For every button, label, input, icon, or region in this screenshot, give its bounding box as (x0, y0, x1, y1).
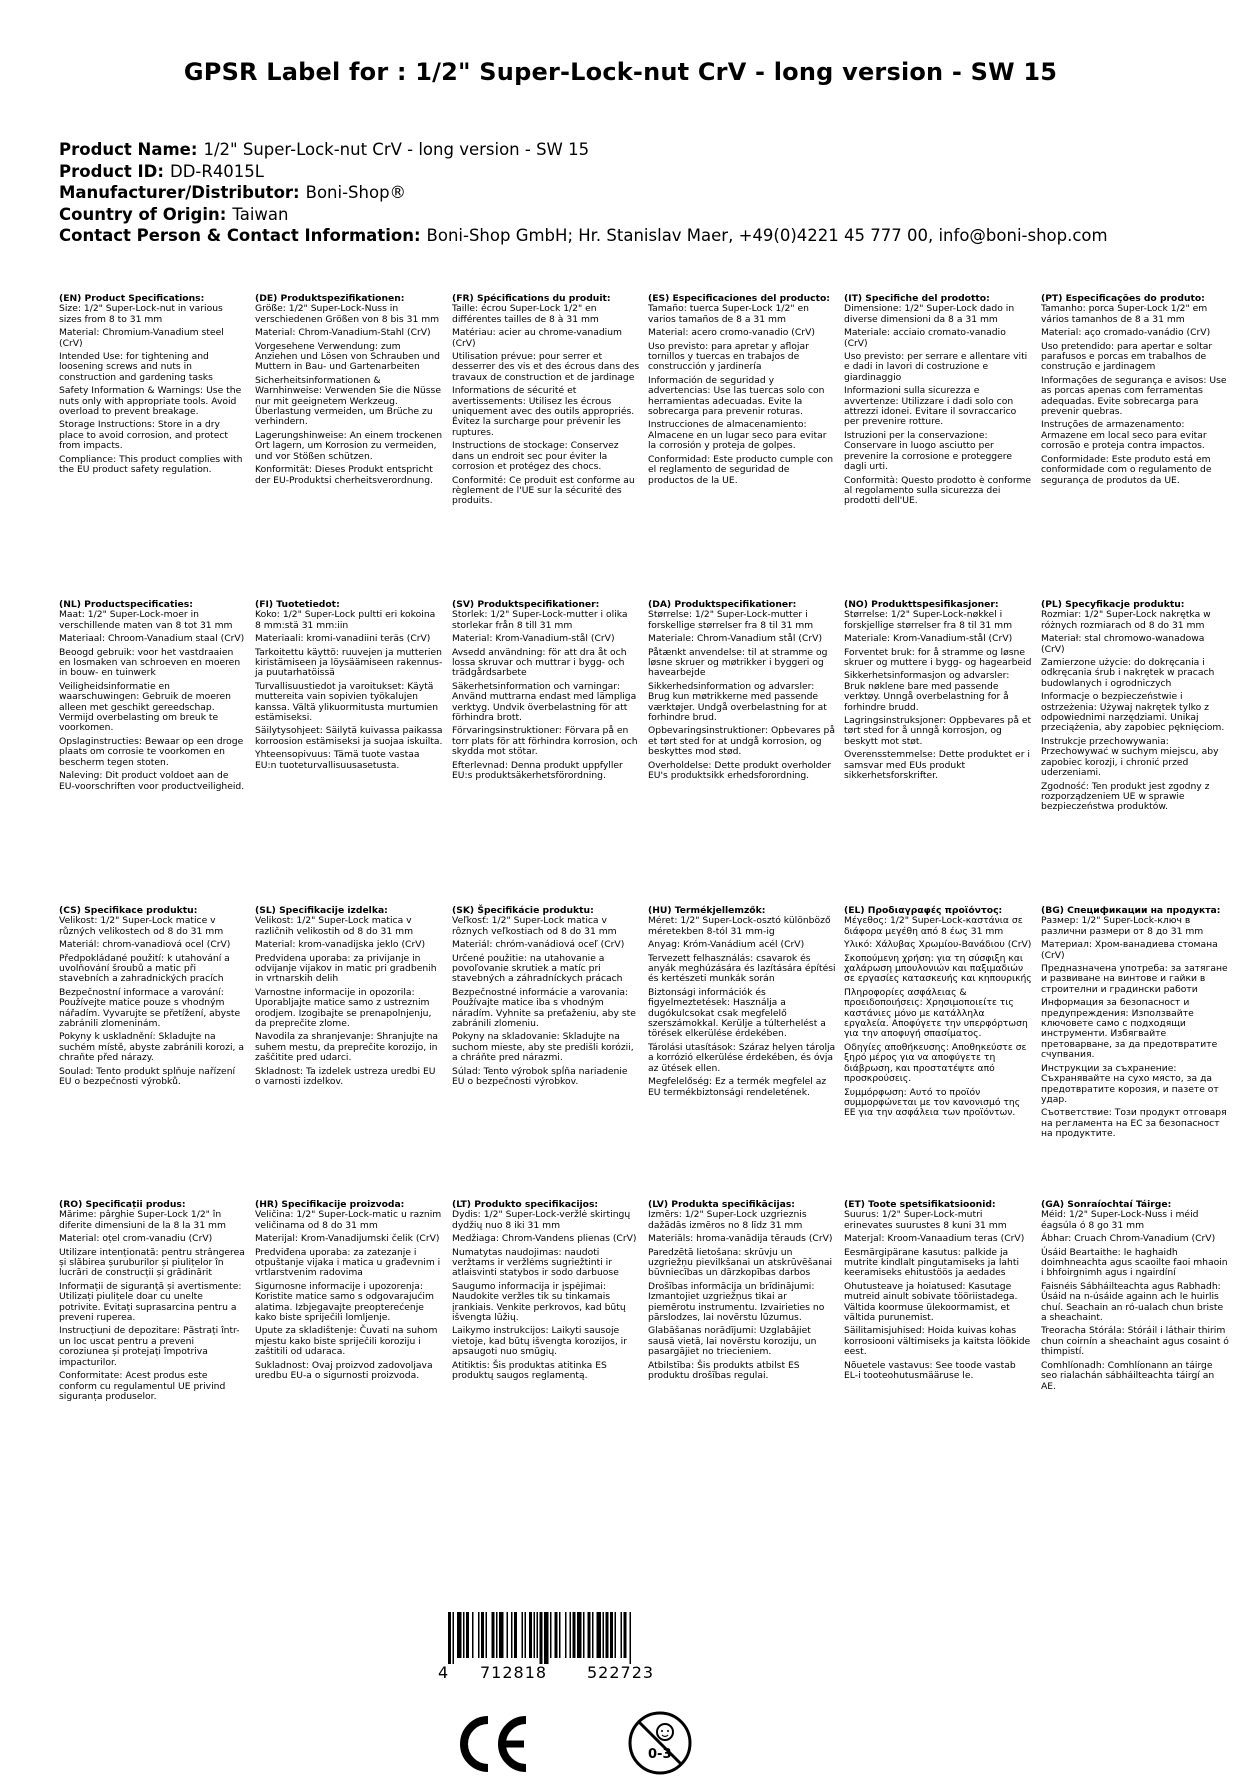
spec-line: Nõuetele vastavus: See toode vastab EL-i tooteohutusmääruse le. (844, 1359, 1016, 1382)
spec-line: Biztonsági információk és figyelmeztetések: Használja a dugókulcsokat csak megfelelő szerszámokkal. Kerülje a túlterhelést a törések elkerülése érdekében. (648, 986, 826, 1040)
spec-line: Saugumo informacija ir įspėjimai: Naudokite veržles tik su tinkamais įrankiais. Venkite perkrovos, kad būtų išvengta lūžių. (452, 1280, 626, 1324)
spec-line: Materiale: Chrom-Vanadium stål (CrV) (648, 633, 823, 645)
spec-line: Conformité: Ce produit est conforme au règlement de l'UE sur la sécurité des produits. (452, 474, 635, 507)
spec-line: Material: Chromium-Vanadium steel (CrV) (59, 327, 224, 349)
spec-line: Vorgesehene Verwendung: zum Anziehen und Lösen von Schrauben und Muttern in Bau- und Gartenarbeiten (255, 340, 440, 373)
spec-block (255, 294, 443, 489)
spec-line: Bezpečnostní informace a varování: Používejte matice pouze s vhodným nářadím. Vyvarujte se přetížení, abyste zabránili zlomeninám. (59, 986, 241, 1030)
spec-line: Soulad: Tento produkt splňuje nařízení EU o bezpečnosti výrobků. (59, 1065, 236, 1088)
spec-line: Instrukcje przechowywania: Przechowywać w suchym miejscu, aby zapobiec korozji, i chronić przed uderzeniami. (1041, 735, 1219, 779)
spec-block (59, 1200, 247, 1405)
info-product-id: Product ID: DD-R4015L (59, 161, 264, 181)
spec-block (844, 1200, 1032, 1385)
barcode-bar (621, 1612, 623, 1658)
spec-line: Určené použitie: na utahovanie a povoľovanie skrutiek a matíc pri stavebných a záhradníckych prácach (452, 952, 623, 985)
barcode-bar (522, 1612, 524, 1658)
spec-block (452, 294, 640, 510)
barcode-bar (615, 1612, 617, 1658)
spec-line: Säkerhetsinformation och varningar: Använd muttrarna endast med lämpliga verktyg. Undvik överbelastning för att förhindra brott. (452, 680, 637, 724)
info-product-name: Product Name: 1/2" Super-Lock-nut CrV - long version - SW 15 (59, 140, 590, 159)
spec-line: Materiál: chróm-vanádiová oceľ (CrV) (452, 939, 625, 951)
barcode-bar (610, 1612, 613, 1658)
barcode-bar (486, 1612, 488, 1658)
spec-block (452, 600, 640, 785)
spec-line: Информация за безопасност и предупреждения: Използвайте ключовете само с подходящи инструменти. Избягвайте претоварване, за да предотвратите счупвания. (1041, 997, 1218, 1061)
spec-block-header: (HU) Termékjellemzők: (648, 905, 766, 916)
spec-line: Predvidena uporaba: za privijanje in odvijanje vijakov in matic pri gradbenih in vrtnarskih delih (255, 952, 437, 985)
spec-line: Material: krom-vanadijska jeklo (CrV) (255, 939, 426, 951)
spec-line: Turvallisuustiedot ja varoitukset: Käytä muttereita vain sopivien työkalujen kanssa. Vältä ylikuormitusta murtumien estämiseksi. (255, 680, 439, 724)
barcode-bar (540, 1612, 543, 1664)
spec-block-header: (ET) Toote spetsifikatsioonid: (844, 1199, 996, 1210)
spec-line: Μέγεθος: 1/2" Super-Lock-καστάνια σε διάφορα μεγέθη από 8 έως 31 mm (844, 915, 1023, 937)
barcode-bar (606, 1612, 609, 1658)
spec-line: Lagringsinstruksjoner: Oppbevares på et tørt sted for å unngå korrosjon, og beskytt mot støt. (844, 715, 1032, 747)
barcode-bar (537, 1612, 539, 1658)
barcode-bar (492, 1612, 495, 1658)
spec-line: Informations de sécurité et avertissements: Utilisez les écrous uniquement avec des outils appropriés. Évitez la surcharge pour prévenir les ruptures. (452, 385, 635, 438)
spec-block (1041, 294, 1229, 489)
barcode-bar (565, 1612, 567, 1658)
spec-line: Materiaali: kromi-vanadiini teräs (CrV) (255, 633, 431, 645)
spec-line: Upute za skladištenje: Čuvati na suhom mjestu kako biste spriječili koroziju i zaštitili od udaraca. (255, 1325, 438, 1358)
spec-block-header: (NL) Productspecificaties: (59, 599, 193, 610)
spec-block-header: (BG) Спецификации на продукта: (1041, 905, 1221, 916)
spec-line: Veľkosť: 1/2" Super-Lock matica v rôznych veľkostiach od 8 do 31 mm (452, 915, 617, 937)
barcode-bar (511, 1612, 513, 1658)
spec-block-header: (DE) Produktspezifikationen: (255, 293, 405, 304)
spec-line: Съответствие: Този продукт отговаря на регламента на ЕС за безопасност на продуктите. (1041, 1107, 1227, 1140)
spec-line: Οδηγίες αποθήκευσης: Αποθηκεύστε σε ξηρό μέρος για να αποφύγετε τη διάβρωση, και προστατέψτε από προσκρούσεις. (844, 1041, 1027, 1085)
spec-block (1041, 600, 1229, 816)
spec-line: Faisnéis Sábháilteachta agus Rabhadh: Úsáid na n-úsáide againn ach le huirlis chuí. Seachain an ró-ualach chun briste a sheachaint. (1041, 1280, 1224, 1324)
spec-block-header: (RO) Specificații produs: (59, 1199, 186, 1210)
barcode-bar (481, 1612, 484, 1658)
spec-line: Veličina: 1/2" Super-Lock-matic u raznim veličinama od 8 do 31 mm (255, 1209, 442, 1231)
spec-line: Størrelse: 1/2" Super-Lock-nøkkel i forskjellige størrelser fra 8 til 31 mm (844, 609, 1013, 631)
spec-block-header: (SV) Produktspecifikationer: (452, 599, 600, 610)
spec-line: Drošības informācija un brīdinājumi: Izmantojiet uzgriežņus tikai ar piemērotu instrumentu. Izvairieties no pārslodzes, lai novērstu lūzumus. (648, 1280, 825, 1324)
spec-block (59, 906, 247, 1091)
spec-line: Zamierzone użycie: do dokręcania i odkręcania śrub i nakrętek w pracach budowlanych i ogrodniczych (1041, 657, 1215, 689)
barcode-bar (597, 1612, 602, 1658)
spec-line: Yhteensopivuus: Tämä tuote vastaa EU:n tuoteturvallisuusasetusta. (255, 749, 420, 771)
spec-line: Bezpečnostné informácie a varovania: Používajte matice iba s vhodným náradím. Vyhnite sa preťaženiu, aby ste zabránili zlomeniu. (452, 986, 636, 1030)
barcode-bar (559, 1612, 561, 1658)
spec-line: Forventet bruk: for å stramme og løsne skruer og muttere i bygg- og hagearbeid (844, 646, 1032, 669)
spec-line: Medžiaga: Chrom-Vandens plienas (CrV) (452, 1233, 637, 1245)
barcode-bar (603, 1612, 605, 1658)
spec-line: Størrelse: 1/2" Super-Lock-mutter i forskellige størrelser fra 8 til 31 mm (648, 609, 814, 631)
spec-block-header: (SL) Specifikacije izdelka: (255, 905, 388, 916)
spec-block-header: (DA) Produktspecifikationer: (648, 599, 797, 610)
spec-block (255, 1200, 443, 1385)
spec-line: Sicherheitsinformationen & Warnhinweise: Verwenden Sie die Nüsse nur mit geeignetem Werkzeug. Überlastung vermeiden, um Brüche zu verhindern. (255, 374, 441, 428)
spec-line: Istruzioni per la conservazione: Conservare in luogo asciutto per prevenire la corrosione e proteggere dagli urti. (844, 429, 1013, 473)
barcode-bar (448, 1612, 451, 1664)
spec-line: Materiale: Krom-Vanadium-stål (CrV) (844, 633, 1013, 645)
spec-line: Pokyny na skladovanie: Skladujte na suchom mieste, aby ste predišli korózii, a chráňte pred nárazmi. (452, 1031, 634, 1064)
spec-block (255, 906, 443, 1091)
spec-line: Predviđena uporaba: za zatezanje i otpuštanje vijaka i matica u građevnim i vrtlarstvenim radovima (255, 1246, 441, 1279)
spec-line: Conformitate: Acest produs este conform cu regulamentul UE privind siguranța produselor. (59, 1370, 226, 1402)
spec-block-header: (LV) Produkta specifikācijas: (648, 1199, 795, 1210)
spec-block-header: (IT) Specifiche del prodotto: (844, 293, 990, 304)
spec-block (59, 600, 247, 795)
spec-line: Laikymo instrukcijos: Laikyti sausoje vietoje, kad būtų išvengta korozijos, ir apsaugoti nuo smūgių. (452, 1325, 628, 1358)
spec-line: Sikkerhedsinformation og advarsler: Brug kun møtrikkerne med passende værktøjer. Undgå overbelastning for at forhindre brud. (648, 680, 827, 724)
spec-line: Úsáid Beartaithe: le haghaidh doimhneachta agus scaoilte faoi mhaoin i bhfoirgnimh agus i ngairdíní (1041, 1246, 1228, 1279)
spec-line: Инструкции за съхранение: Съхранявайте на сухо място, за да предотвратите корозия, и пазете от удар. (1041, 1062, 1219, 1105)
spec-line: Intended Use: for tightening and loosening screws and nuts in construction and gardening tasks (59, 351, 213, 383)
barcode-bar (507, 1612, 509, 1658)
spec-line: Material: Krom-Vanadium-stål (CrV) (452, 633, 615, 645)
barcode-bar (573, 1612, 576, 1658)
spec-line: Varnostne informacije in opozorila: Uporabljajte matice samo z ustreznim orodjem. Izogibajte se prenapolnjenju, da preprečite zlome. (255, 986, 432, 1030)
spec-line: Instrucciones de almacenamiento: Almacene en un lugar seco para evitar la corrosión y proteja de golpes. (648, 419, 827, 452)
spec-block-header: (FR) Spécifications du produit: (452, 293, 611, 304)
spec-line: Materjal: Kroom-Vanaadium teras (CrV) (844, 1233, 1025, 1245)
age-warning-icon (627, 1710, 693, 1776)
spec-line: Utilizare intenționată: pentru strângerea și slăbirea șuruburilor și piulițelor în lucrări de construcții și grădinărit (59, 1246, 245, 1279)
spec-line: Материал: Хром-ванадиева стомана (CrV) (1041, 939, 1218, 961)
barcode-bar (514, 1612, 517, 1658)
spec-line: Uso previsto: para apretar y aflojar tornillos y tuercas en trabajos de construcción y jardinería (648, 340, 809, 373)
spec-line: Beoogd gebruik: voor het vastdraaien en losmaken van schroeven en moeren in bouw- en tuinwerk (59, 646, 241, 679)
barcode-bar (525, 1612, 527, 1658)
spec-line: Atbilstība: Šis produkts atbilst ES produktu drošības regulai. (648, 1359, 800, 1382)
spec-line: Información de seguridad y advertencias: Use las tuercas solo con herramientas adecuadas. Evite la sobrecarga para prevenir roturas. (648, 374, 825, 418)
spec-line: Размер: 1/2" Super-Lock-ключ в различни размери от 8 до 31 mm (1041, 915, 1204, 937)
spec-line: Méid: 1/2" Super-Lock-Nuss i méid éagsúla ó 8 go 31 mm (1041, 1209, 1199, 1231)
spec-block (648, 1200, 836, 1385)
spec-line: Numatytas naudojimas: naudoti veržtams ir veržlėms sugriežtinti ir atlaisvinti statybos ir sodo darbuose (452, 1246, 619, 1279)
spec-line: Informații de siguranță și avertismente: Utilizați piulițele doar cu unelte potrivite. Evitați suprasarcina pentru a preveni ruperea. (59, 1280, 242, 1324)
spec-line: Informazioni sulla sicurezza e avvertenze: Utilizzare i dadi solo con attrezzi idonei. Evitare il sovraccarico per prevenire rotture. (844, 385, 1017, 428)
spec-line: Předpokládané použití: k utahování a uvolňování šroubů a matic při stavebních a zahradnických pracích (59, 952, 230, 985)
spec-block-header: (PT) Especificações do produto: (1041, 293, 1205, 304)
spec-line: Σκοπούμενη χρήση: για τη σύσφιξη και χαλάρωση μπουλονιών και παξιμαδιών σε εργασίες κατασκευής και κηπουρικής (844, 952, 1032, 985)
spec-line: Overensstemmelse: Dette produktet er i samsvar med EUs produkt sikkerhetsforskrifter. (844, 749, 1030, 782)
spec-block-header: (NO) Produkttspesifikasjoner: (844, 599, 999, 610)
spec-line: Instructions de stockage: Conservez dans un endroit sec pour éviter la corrosion et protégez des chocs. (452, 440, 619, 473)
spec-line: Instruções de armazenamento: Armazene em local seco para evitar corrosão e proteja contra impactos. (1041, 419, 1207, 452)
barcode-bar (624, 1612, 627, 1658)
spec-line: Veiligheidsinformatie en waarschuwingen: Gebruik de moeren alleen met geschikt gereedschap. Vermijd overbelasting om breuk te voorkomen. (59, 680, 231, 734)
spec-line: Informacje o bezpieczeństwie i ostrzeżenia: Używaj nakrętek tylko z odpowiednimi narzędziami. Unikaj przeciążenia, aby zapobiec pęknięciom. (1041, 691, 1225, 734)
spec-line: Förvaringsinstruktioner: Förvara på en torr plats för att förhindra korrosion, och skydda mot stötar. (452, 725, 638, 758)
spec-line: Storage Instructions: Store in a dry place to avoid corrosion, and protect from impacts. (59, 419, 229, 452)
barcode-bar (466, 1612, 469, 1658)
spec-line: Zgodność: Ten produkt jest zgodny z rozporządzeniem UE w sprawie bezpieczeństwa produktów. (1041, 780, 1210, 813)
spec-line: Glabāšanas norādījumi: Uzglabājiet sausā vietā, lai novērstu koroziju, un pasargājiet no triecieniem. (648, 1325, 817, 1358)
barcode-bar (529, 1612, 532, 1658)
spec-line: Dydis: 1/2" Super-Lock-veržlė skirtingų dydžių nuo 8 iki 31 mm (452, 1209, 631, 1231)
barcode-bar (499, 1612, 504, 1658)
spec-block-header: (CS) Specifikace produktu: (59, 905, 198, 916)
barcode-bar (457, 1612, 462, 1658)
spec-line: Pokyny k uskladnění: Skladujte na suchém místě, abyste zabránili korozi, a chraňte před nárazy. (59, 1031, 245, 1064)
spec-line: Paredzētā lietošana: skrūvju un uzgriežņu pievilkšanai un atskrūvēšanai būvniecības un dārzkopības darbos (648, 1246, 833, 1279)
spec-line: Sukladnost: Ovaj proizvod zadovoljava uredbu EU-a o sigurnosti proizvoda. (255, 1359, 433, 1382)
spec-line: Velikost: 1/2" Super-Lock matica v različnih velikostih od 8 do 31 mm (255, 915, 414, 937)
spec-line: Materiāls: hroma-vanādija tērauds (CrV) (648, 1233, 833, 1245)
spec-line: Safety Information & Warnings: Use the nuts only with appropriate tools. Avoid overload to prevent breakage. (59, 385, 242, 418)
ce-mark-icon (458, 1716, 530, 1772)
spec-line: Sigurnosne informacije i upozorenja: Koristite matice samo s odgovarajućim alatima. Izbjegavajte preopterećenje kako biste spriječili lomljenje. (255, 1280, 434, 1324)
spec-line: Matériau: acier au chrome-vanadium (CrV) (452, 327, 622, 349)
spec-line: Säilitamisjuhised: Hoida kuivas kohas korrosiooni vältimiseks ja kaitsta löökide eest. (844, 1325, 1031, 1358)
spec-line: Eesmärgipärane kasutus: palkide ja mutrite kindlalt pingutamiseks ja lahti keeramiseks ehitustöös ja aedades (844, 1246, 1019, 1279)
info-contact: Contact Person & Contact Information: Boni-Shop GmbH; Hr. Stanislav Maer, +49(0)4221 45 777 00, info@boni-shop.com (59, 226, 1108, 245)
spec-block (1041, 906, 1229, 1143)
spec-line: Megfelelőség: Ez a termék megfelel az EU termékbiztonsági rendeletének. (648, 1076, 827, 1098)
spec-line: Taille: écrou Super-Lock 1/2" en différentes tailles de 8 à 31 mm (452, 303, 599, 325)
spec-line: Atitiktis: Šis produktas atitinka ES produktų saugos reglamentą. (452, 1359, 607, 1382)
barcode-bar (472, 1612, 474, 1658)
barcode-bar (588, 1612, 591, 1658)
spec-line: Größe: 1/2" Super-Lock-Nuss in verschiedenen Größen von 8 bis 31 mm (255, 303, 440, 325)
spec-line: Предназначена употреба: за затягане и развиване на винтове и гайки в строителни и градински работи (1041, 963, 1228, 995)
spec-line: Méret: 1/2" Super-Lock-osztó különböző méretekben 8-tól 31 mm-ig (648, 915, 831, 937)
spec-line: Izmērs: 1/2" Super-Lock uzgrieznis dažādās izmēros no 8 līdz 31 mm (648, 1209, 807, 1231)
spec-line: Opbevaringsinstruktioner: Opbevares på et tørt sted for at undgå korrosion, og beskyttes mod stød. (648, 725, 835, 758)
spec-line: Size: 1/2" Super-Lock-nut in various sizes from 8 to 31 mm (59, 303, 223, 325)
spec-line: Tamaño: tuerca Super-Lock 1/2" en varios tamaños de 8 a 31 mm (648, 303, 809, 325)
spec-line: Sikkerhetsinformasjon og advarsler: Bruk nøklene bare med passende verktøy. Unngå overbelastning for å forhindre brudd. (844, 670, 1010, 713)
product-info (59, 139, 1108, 247)
spec-line: Material: oțel crom-vanadiu (CrV) (59, 1233, 213, 1245)
spec-block-header: (HR) Specifikacije proizvoda: (255, 1199, 405, 1210)
spec-line: Conformità: Questo prodotto è conforme al regolamento sulla sicurezza dei prodotti dell'UE. (844, 474, 1032, 507)
spec-block (844, 294, 1032, 510)
spec-line: Skladnost: Ta izdelek ustreza uredbi EU o varnosti izdelkov. (255, 1065, 436, 1088)
barcode-bar (463, 1612, 465, 1658)
spec-line: Storlek: 1/2" Super-Lock-mutter i olika storlekar från 8 till 31 mm (452, 609, 628, 631)
spec-line: Konformität: Dieses Produkt entspricht der EU-Produktsi cherheitsverordnung. (255, 464, 433, 486)
spec-line: Instrucțiuni de depozitare: Păstrați într-un loc uscat pentru a preveni coroziunea și protejați împotriva impacturilor. (59, 1325, 240, 1368)
spec-line: Πληροφορίες ασφάλειας & προειδοποιήσεις: Χρησιμοποιείτε τις καστάνιες μόνο με κατάλληλα εργαλεία. Αποφύγετε την υπερφόρτωση για την αποφυγή σπασίματος. (844, 986, 1028, 1040)
spec-line: Materiale: acciaio cromato-vanadio (CrV) (844, 327, 1006, 349)
spec-line: Velikost: 1/2" Super-Lock matice v různých velikostech od 8 do 31 mm (59, 915, 224, 937)
barcode-digits-right: 522723 (587, 1663, 655, 1682)
barcode-bar (592, 1612, 594, 1658)
spec-line: Lagerungshinweise: An einem trockenen Ort lagern, um Korrosion zu vermeiden, und vor Stößen schützen. (255, 429, 443, 462)
page-title: GPSR Label for : 1/2" Super-Lock-nut CrV - long version - SW 15 (183, 58, 1058, 86)
spec-block-header: (EN) Product Specifications: (59, 293, 205, 304)
spec-block (648, 294, 836, 489)
spec-line: Uso previsto: per serrare e allentare viti e dadi in lavori di costruzione e giardinaggio (844, 351, 1028, 383)
spec-line: Naleving: Dit product voldoet aan de EU-voorschriften voor productveiligheid. (59, 770, 245, 792)
barcode-digits-left: 712818 (480, 1663, 548, 1682)
barcode-bar (583, 1612, 585, 1658)
spec-line: Anyag: Króm-Vanádium acél (CrV) (648, 939, 805, 951)
spec-line: Treoracha Stórála: Stóráil i láthair thirim chun coirnín a sheachaint agus cosaint ó thimpistí. (1041, 1325, 1229, 1358)
spec-line: Dimensione: 1/2" Super-Lock dado in diverse dimensioni da 8 a 31 mm (844, 303, 1015, 325)
spec-line: Conformidad: Este producto cumple con el reglamento de seguridad de productos de la UE. (648, 453, 834, 486)
barcode-bar (577, 1612, 582, 1658)
spec-block (648, 600, 836, 785)
spec-line: Compliance: This product complies with the EU product safety regulation. (59, 453, 243, 476)
spec-line: Ohutusteave ja hoiatused: Kasutage mutreid ainult sobivate tööriistadega. Vältida koormuse ülekoormamist, et vältida purunemist. (844, 1280, 1018, 1324)
spec-block-header: (ES) Especificaciones del producto: (648, 293, 830, 304)
info-country: Country of Origin: Taiwan (59, 204, 289, 224)
barcode-icon (438, 1612, 703, 1664)
spec-line: Rozmiar: 1/2" Super-Lock nakrętka w różnych rozmiarach od 8 do 31 mm (1041, 609, 1211, 631)
spec-block (844, 600, 1032, 785)
spec-line: Mărime: pârghie Super-Lock 1/2" în diferite dimensiuni de la 8 la 31 mm (59, 1209, 226, 1231)
spec-line: Materiał: stal chromowo-wanadowa (CrV) (1041, 633, 1205, 655)
spec-line: Material: aço cromado-vanádio (CrV) (1041, 327, 1211, 339)
spec-block-header: (GA) Sonraíochtaí Táirge: (1041, 1199, 1172, 1210)
info-manufacturer: Manufacturer/Distributor: Boni-Shop® (59, 183, 407, 202)
spec-line: Conformidade: Este produto está em conformidade com o regulamento de segurança de produtos da UE. (1041, 453, 1212, 486)
spec-line: Suurus: 1/2" Super-Lock-mutri erinevates suurustes 8 kuni 31 mm (844, 1209, 1007, 1231)
spec-line: Súlad: Tento výrobok spĺňa nariadenie EU o bezpečnosti výrobkov. (452, 1065, 628, 1088)
spec-line: Uso pretendido: para apertar e soltar parafusos e porcas em trabalhos de construção e jardinagem (1041, 340, 1213, 373)
spec-line: Koko: 1/2" Super-Lock pultti eri kokoina 8 mm:stä 31 mm:iin (255, 609, 436, 631)
spec-line: Utilisation prévue: pour serrer et desserrer des vis et des écrous dans des travaux de construction et de jardinage (452, 351, 640, 383)
spec-line: Overholdelse: Dette produkt overholder EU's produktsikk erhedsforordning. (648, 759, 832, 782)
spec-line: Materiál: chrom-vanadiová ocel (CrV) (59, 939, 231, 951)
spec-line: Comhlíonadh: Comhlíonann an táirge seo rialachán sábháilteachta táirgí an AE. (1041, 1359, 1215, 1392)
spec-block (255, 600, 443, 774)
spec-block-header: (EL) Προδιαγραφές προϊόντος: (844, 905, 1003, 916)
spec-line: Navodila za shranjevanje: Shranjujte na suhem mestu, da preprečite korozijo, in zaščitite pred udarci. (255, 1031, 439, 1064)
spec-line: Tarkoitettu käyttö: ruuvejen ja mutterien kiristämiseen ja löysäämiseen rakennus- ja puutarhatöissä (255, 646, 443, 679)
spec-line: Säilytysohjeet: Säilytä kuivassa paikassa korroosion estämiseksi ja suojaa iskuilta. (255, 725, 443, 747)
age-range-label: 0-3 (648, 1747, 672, 1762)
spec-line: Υλικό: Χάλυβας Χρωμίου-Βανάδιου (CrV) (844, 939, 1032, 951)
barcode-bar (453, 1612, 455, 1664)
barcode-bar (496, 1612, 498, 1658)
spec-block (844, 906, 1032, 1122)
spec-block (1041, 1200, 1229, 1395)
spec-line: Maat: 1/2" Super-Lock-moer in verschillende maten van 8 tot 31 mm (59, 609, 233, 631)
barcode-bar (570, 1612, 572, 1658)
barcode-bar (550, 1612, 552, 1658)
spec-line: Ábhar: Cruach Chrom-Vanadium (CrV) (1041, 1233, 1216, 1245)
spec-block (452, 906, 640, 1091)
spec-block-header: (PL) Specyfikacje produktu: (1041, 599, 1185, 610)
barcode-bar (544, 1612, 549, 1664)
spec-block (648, 906, 836, 1101)
spec-line: Informações de segurança e avisos: Use as porcas apenas com ferramentas adequadas. Evite sobrecarga para prevenir quebras. (1041, 374, 1227, 418)
spec-line: Opslaginstructies: Bewaar op een droge plaats om corrosie te voorkomen en bescherm tegen stoten. (59, 735, 244, 768)
barcode-digit-first: 4 (438, 1663, 449, 1682)
spec-block-header: (LT) Produkto specifikacijos: (452, 1199, 599, 1210)
barcode-bar (534, 1612, 536, 1658)
spec-line: Tamanho: porca Super-Lock 1/2" em vários tamanhos de 8 a 31 mm (1041, 303, 1208, 325)
spec-line: Tervezett felhasználás: csavarok és anyák meghúzására és lazítására építési és kertészeti munkák során (648, 952, 836, 985)
spec-line: Påtænkt anvendelse: til at stramme og løsne skruer og møtrikker i byggeri og havearbejde (648, 646, 828, 679)
spec-block (452, 1200, 640, 1385)
spec-line: Συμμόρφωση: Αυτό το προϊόν συμμορφώνεται με τον κανονισμό της ΕΕ για την ασφάλεια των προϊόντων. (844, 1086, 1021, 1119)
spec-line: Avsedd användning: för att dra åt och lossa skruvar och muttrar i bygg- och trädgårdsarbete (452, 646, 627, 679)
barcode-bar (555, 1612, 558, 1658)
spec-line: Efterlevnad: Denna produkt uppfyller EU:s produktsäkerhetsförordning. (452, 759, 623, 782)
barcode-bar (630, 1612, 632, 1664)
spec-block (59, 294, 247, 479)
spec-line: Material: Chrom-Vanadium-Stahl (CrV) (255, 327, 431, 339)
spec-line: Tárolási utasítások: Száraz helyen tárolja a korrózió elkerülése érdekében, és óvja az ütések ellen. (648, 1041, 836, 1074)
spec-block-header: (FI) Tuotetiedot: (255, 599, 340, 610)
spec-line: Material: acero cromo-vanadio (CrV) (648, 327, 815, 339)
barcode-bar (478, 1612, 480, 1658)
spec-line: Materijal: Krom-Vanadijumski čelik (CrV) (255, 1233, 440, 1245)
spec-line: Materiaal: Chroom-Vanadium staal (CrV) (59, 633, 245, 645)
spec-block-header: (SK) Špecifikácie produktu: (452, 905, 594, 916)
